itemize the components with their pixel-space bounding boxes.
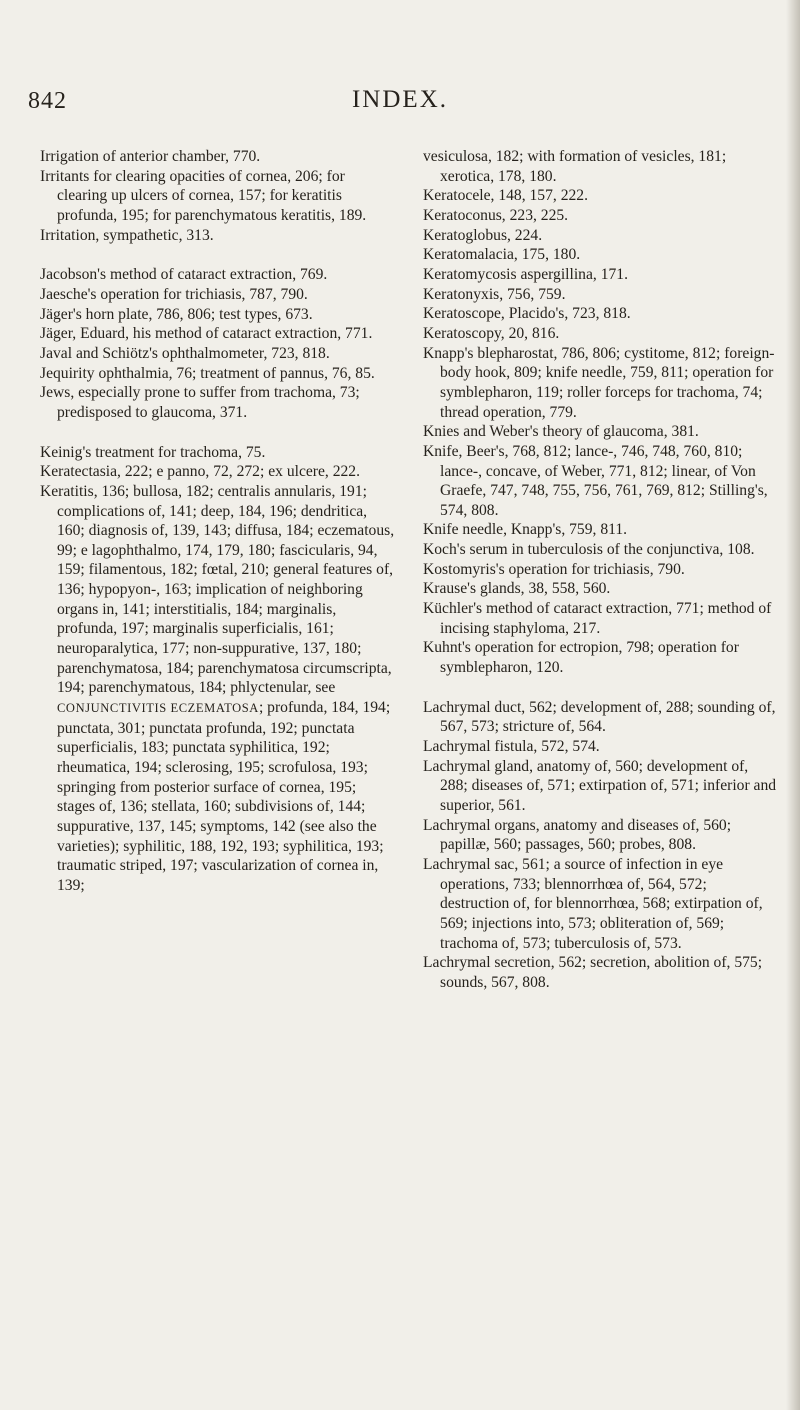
index-entry-text: Jaesche's operation for trichiasis, 787, 790. xyxy=(40,285,308,303)
index-column-right xyxy=(423,147,779,993)
index-entry xyxy=(423,186,779,206)
index-entry xyxy=(423,324,779,344)
index-entry xyxy=(423,540,779,560)
index-entry xyxy=(40,285,398,305)
index-entry xyxy=(423,226,779,246)
index-entry-text: Keratocele, 148, 157, 222. xyxy=(423,187,588,205)
page-edge-shadow xyxy=(786,0,800,1410)
index-entry xyxy=(423,579,779,599)
index-entry-text: Lachrymal gland, anatomy of, 560; development of, 288; diseases of, 571; extirpation of, 571; inferior and superior, 561. xyxy=(423,757,777,814)
index-entry xyxy=(40,305,398,325)
index-entry-text: Lachrymal secretion, 562; secretion, abolition of, 575; sounds, 567, 808. xyxy=(423,954,763,991)
index-entry xyxy=(40,344,398,364)
index-entry-text: Knies and Weber's theory of glaucoma, 381. xyxy=(423,423,699,441)
index-entry-text: Lachrymal organs, anatomy and diseases of, 560; papillæ, 560; passages, 560; probes, 808. xyxy=(423,816,732,854)
index-entry-text: Krause's glands, 38, 558, 560. xyxy=(423,580,611,598)
index-entry-text: Jequirity ophthalmia, 76; treatment of pannus, 76, 85. xyxy=(40,364,375,382)
index-entry-text: Keratitis, 136; bullosa, 182; centralis annularis, 191; complications of, 141; deep, 184, 196; dendritica, 160; diagnosis of, 139, 143; diffusa, 184; eczematous, 99; e lagophthalmo, 174, 179, 180; fascicularis, 94, 159; filamentous, 182; fœtal, 210; general features of, 136; hypopyon-, 163; implication of neighboring organs in, 141; interstitialis, 184; marginalis, profunda, 197; marginalis superficialis, 161; neuroparalytica, 177; non-suppurative, 137, 180; parenchymatosa, 184; parenchymatosa circumscripta, 194; parenchymatous, 184; phlyctenular, see xyxy=(40,482,395,697)
index-entry-text: Keratoscopy, 20, 816. xyxy=(423,324,560,342)
index-entry xyxy=(423,206,779,226)
index-entry xyxy=(423,757,779,816)
index-entry xyxy=(40,482,398,896)
index-entry-text: Kuhnt's operation for ectropion, 798; operation for symblepharon, 120. xyxy=(423,639,739,677)
index-entry xyxy=(423,953,779,992)
index-entry-text: Jews, especially prone to suffer from trachoma, 73; predisposed to glaucoma, 371. xyxy=(40,384,360,421)
index-entry-text-tail: ; profunda, 184, 194; punctata, 301; punctata profunda, 192; punctata superficialis, 183; punctata syphilitica, 192; rheumatica, 194; sclerosing, 195; scrofulosa, 193; springing from posterior surface of cornea, 195; stages of, 136; stellata, 160; subdivisions of, 144; suppurative, 137, 145; symptoms, 142 (see also the varieties); syphilitic, 188, 192, 193; syphilitica, 193; traumatic striped, 197; vascularization of cornea in, 139; xyxy=(57,699,391,894)
index-entry xyxy=(40,383,398,422)
index-entry xyxy=(40,167,398,226)
index-entry-text: Keratectasia, 222; e panno, 72, 272; ex ulcere, 222. xyxy=(40,463,360,481)
index-entry-text: Keratoconus, 223, 225. xyxy=(423,206,569,224)
index-entry-text: Knife, Beer's, 768, 812; lance-, 746, 748, 760, 810; lance-, concave, of Weber, 771, 812; linear, of Von Graefe, 747, 748, 755, 756, 761, 769, 812; Stilling's, 574, 808. xyxy=(423,442,768,519)
index-entry xyxy=(423,245,779,265)
index-entry-text: Lachrymal fistula, 572, 574. xyxy=(423,738,600,756)
index-entry-text: vesiculosa, 182; with formation of vesicles, 181; xerotica, 178, 180. xyxy=(423,148,727,185)
index-entry-text: Keratonyxis, 756, 759. xyxy=(423,285,566,303)
index-entry-text: Irritants for clearing opacities of cornea, 206; for clearing up ulcers of cornea, 157; for keratitis profunda, 195; for parenchymatous keratitis, 189. xyxy=(40,167,367,224)
index-entry xyxy=(40,462,398,482)
index-entry xyxy=(423,816,779,855)
index-entry xyxy=(423,599,779,638)
index-entry xyxy=(40,324,398,344)
index-entry xyxy=(40,364,398,384)
index-entry xyxy=(423,698,779,737)
index-entry xyxy=(423,520,779,540)
index-entry-text: Jacobson's method of cataract extraction, 769. xyxy=(40,266,328,284)
index-entry-text: Küchler's method of cataract extraction, 771; method of incising staphyloma, 217. xyxy=(423,600,772,637)
index-entry xyxy=(40,147,398,167)
index-entry xyxy=(423,285,779,305)
index-entry-text: Keratomycosis aspergillina, 171. xyxy=(423,265,628,283)
index-entry-continuation xyxy=(423,147,779,186)
index-entry-text: Kostomyris's operation for trichiasis, 790. xyxy=(423,560,685,578)
index-entry xyxy=(423,442,779,521)
page-number: 842 xyxy=(28,88,67,114)
index-entry xyxy=(423,422,779,442)
index-entry xyxy=(423,737,779,757)
index-entry-text: Javal and Schiötz's ophthalmometer, 723, 818. xyxy=(40,344,330,362)
index-entry xyxy=(40,443,398,463)
index-entry xyxy=(423,638,779,677)
index-entry-text: Knife needle, Knapp's, 759, 811. xyxy=(423,521,628,539)
index-entry-text: Lachrymal duct, 562; development of, 288; sounding of, 567, 573; stricture of, 564. xyxy=(423,698,776,736)
index-entry xyxy=(423,560,779,580)
index-entry-text: Jäger's horn plate, 786, 806; test types, 673. xyxy=(40,305,313,323)
index-entry xyxy=(423,855,779,953)
index-entry xyxy=(423,344,779,423)
index-entry-text: Keratomalacia, 175, 180. xyxy=(423,246,581,264)
index-entry-text: Keinig's treatment for trachoma, 75. xyxy=(40,443,266,461)
index-entry xyxy=(40,265,398,285)
index-entry-text: Keratoglobus, 224. xyxy=(423,226,543,244)
index-entry-text: Lachrymal sac, 561; a source of infection in eye operations, 733; blennorrhœa of, 564, 572; destruction of, for blennorrhœa, 568; extirpation of, 569; injections into, 573; obliteration of, 569; trachoma of, 573; tuberculosis of, 573. xyxy=(423,855,763,952)
index-entry xyxy=(423,304,779,324)
cross-reference: CONJUNCTIVITIS ECZEMATOSA xyxy=(57,701,259,716)
index-entry xyxy=(423,265,779,285)
index-entry xyxy=(40,226,398,246)
index-column-left xyxy=(40,147,398,896)
index-entry-text: Jäger, Eduard, his method of cataract extraction, 771. xyxy=(40,325,373,343)
index-entry-text: Keratoscope, Placido's, 723, 818. xyxy=(423,305,631,323)
index-entry-text: Koch's serum in tuberculosis of the conjunctiva, 108. xyxy=(423,541,755,559)
page-title: INDEX. xyxy=(351,86,448,113)
index-entry-text: Knapp's blepharostat, 786, 806; cystitome, 812; foreign-body hook, 809; knife needle, 759, 811; operation for symblepharon, 119; roller forceps for trachoma, 74; thread operation, 779. xyxy=(423,344,775,421)
index-entry-text: Irrigation of anterior chamber, 770. xyxy=(40,148,261,165)
index-entry-text: Irritation, sympathetic, 313. xyxy=(40,226,214,244)
